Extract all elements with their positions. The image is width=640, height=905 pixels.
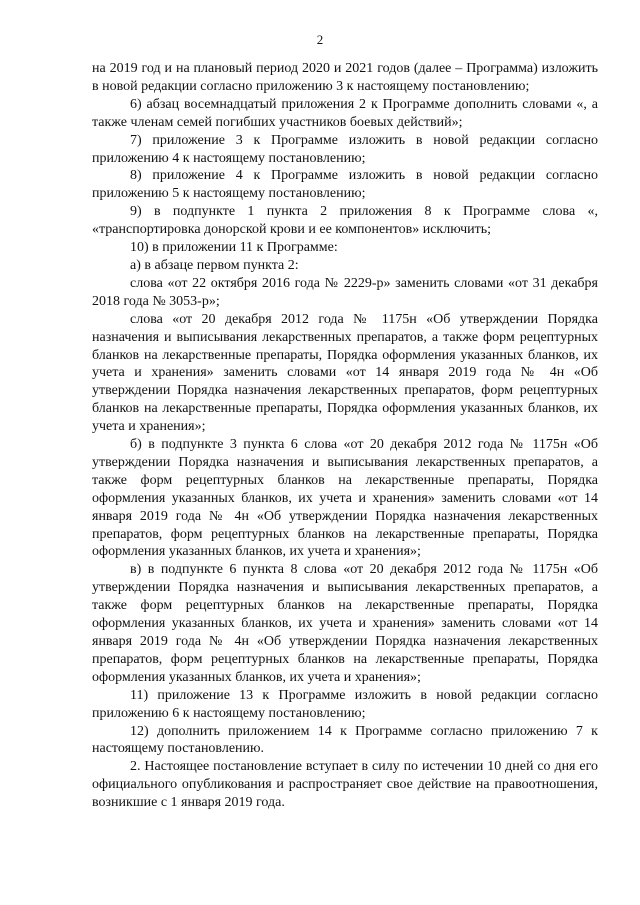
paragraph: слова «от 20 декабря 2012 года № 1175н «Об утверждении Порядка назначения и выписывания лекарственных препаратов, а также форм рецептурных бланков на лекарственные препараты, Порядка оформления указанных бланков, их учета и хранения» заменить словами «от 14 января 2019 года № 4н «Об утверждении Порядка назначения лекарственных препаратов, форм рецептурных бланков на лекарственные препараты, Порядка оформления указанных бланков, их учета и хранения»; <box>92 311 598 435</box>
page-number: 2 <box>316 32 324 47</box>
paragraph: слова «от 22 октября 2016 года № 2229-р» заменить словами «от 31 декабря 2018 года № 3053-р»; <box>92 275 598 309</box>
paragraph: а) в абзаце первом пункта 2: <box>130 257 299 273</box>
paragraph: 11) приложение 13 к Программе изложить в новой редакции согласно приложению 6 к настоящему постановлению; <box>92 687 598 721</box>
paragraph: 7) приложение 3 к Программе изложить в новой редакции согласно приложению 4 к настоящему постановлению; <box>92 132 598 166</box>
paragraph: б) в подпункте 3 пункта 6 слова «от 20 декабря 2012 года № 1175н «Об утверждении Порядка назначения и выписывания лекарственных препаратов, а также форм рецептурных бланков на лекарственные препараты, Порядка оформления указанных бланков, их учета и хранения» заменить словами «от 14 января 2019 года № 4н «Об утверждении Порядка назначения лекарственных препаратов, форм рецептурных бланков на лекарственные препараты, Порядка оформления указанных бланков, их учета и хранения»; <box>92 437 598 560</box>
paragraph: 10) в приложении 11 к Программе: <box>130 240 338 256</box>
paragraph: 12) дополнить приложением 14 к Программе согласно приложению 7 к настоящему постановлению. <box>92 723 598 757</box>
paragraph: 2. Настоящее постановление вступает в силу по истечении 10 дней со дня его официального опубликования и распространяет свое действие на правоотношения, возникшие с 1 января 2019 года. <box>92 759 598 811</box>
paragraph: 6) абзац восемнадцатый приложения 2 к Программе дополнить словами «, а также членам семей погибших участников боевых действий»; <box>92 96 598 130</box>
paragraph: в) в подпункте 6 пункта 8 слова «от 20 декабря 2012 года № 1175н «Об утверждении Порядка назначения и выписывания лекарственных препаратов, а также форм рецептурных бланков на лекарственные препараты, Порядка оформления указанных бланков, их учета и хранения» заменить словами «от 14 января 2019 года № 4н «Об утверждении Порядка назначения лекарственных препаратов, форм рецептурных бланков на лекарственные препараты, Порядка оформления указанных бланков, их учета и хранения»; <box>92 562 598 685</box>
paragraph: на 2019 год и на плановый период 2020 и 2021 годов (далее – Программа) изложить в новой редакции согласно приложению 3 к настоящему постановлению; <box>92 61 598 94</box>
document-body <box>92 60 598 812</box>
paragraph: 8) приложение 4 к Программе изложить в новой редакции согласно приложению 5 к настоящему постановлению; <box>92 168 598 202</box>
paragraph: 9) в подпункте 1 пункта 2 приложения 8 к Программе слова «, «транспортировка донорской крови и ее компонентов» исключить; <box>92 204 598 238</box>
